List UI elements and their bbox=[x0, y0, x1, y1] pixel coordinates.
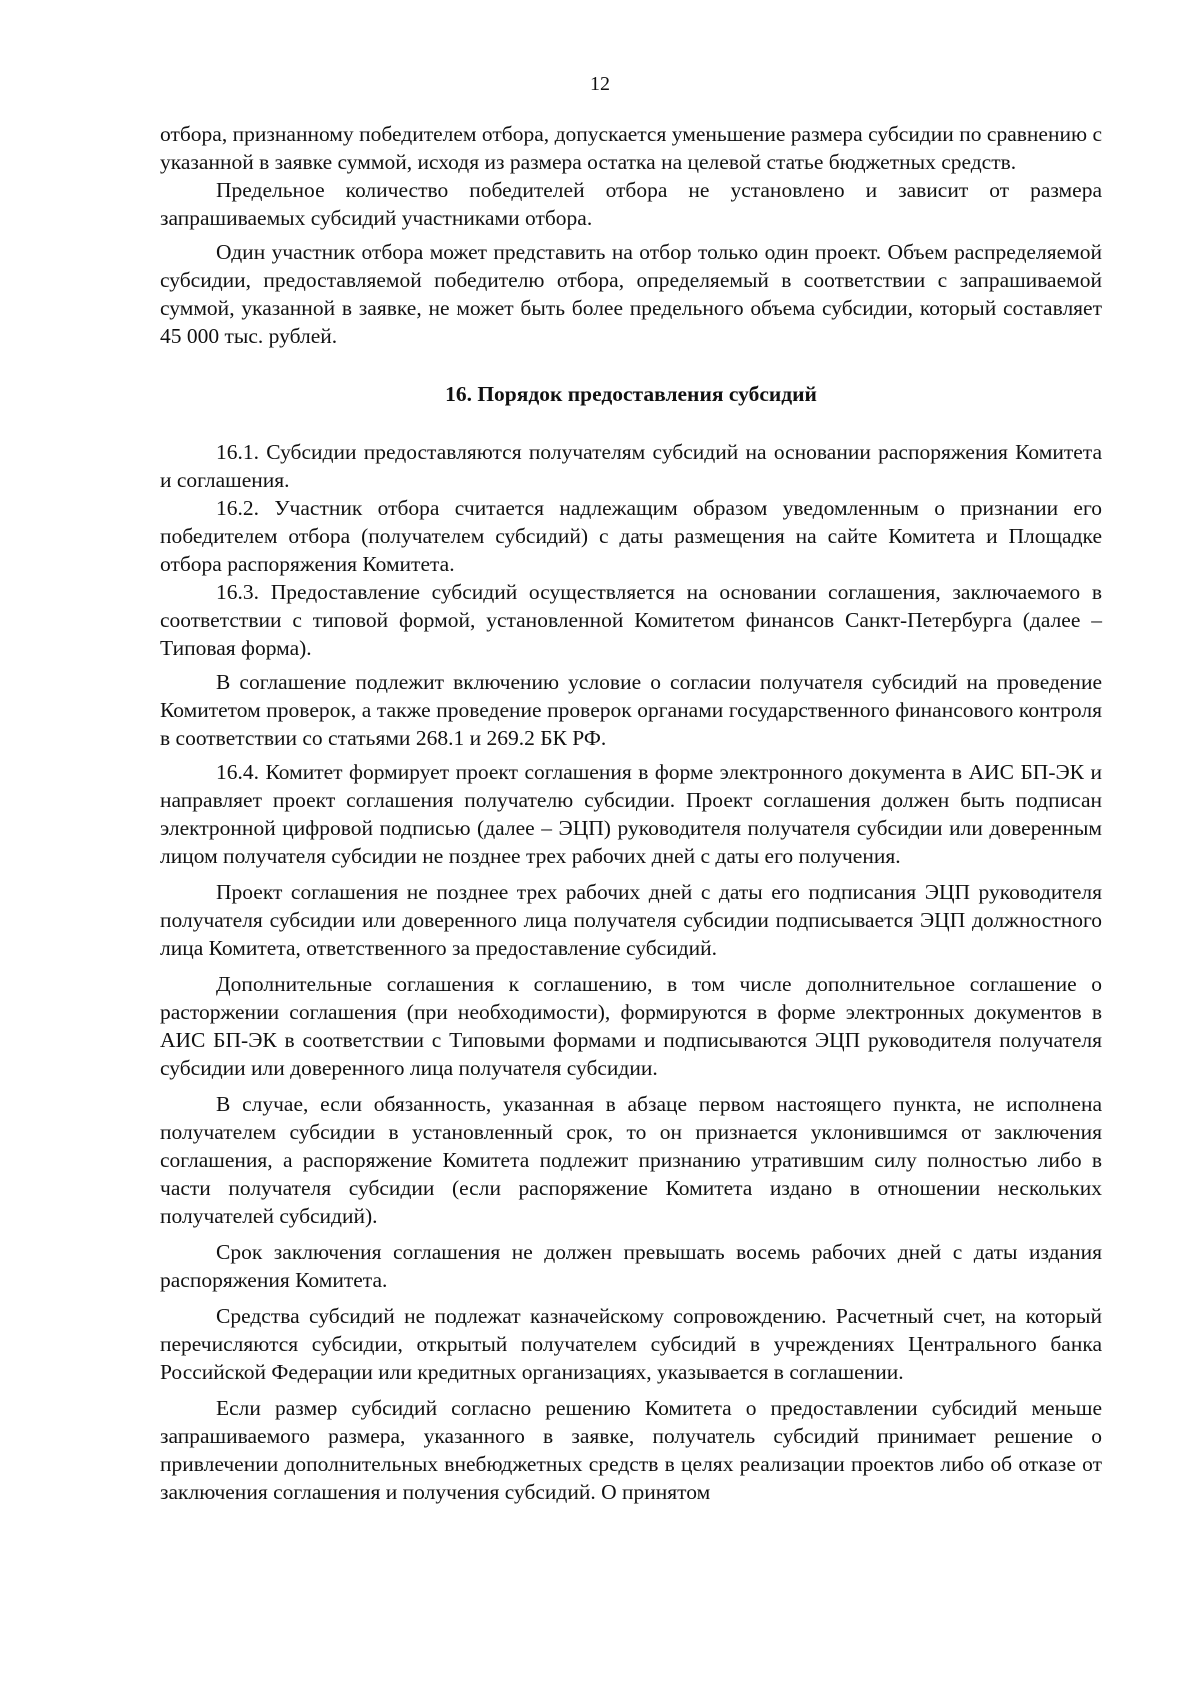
paragraph-draft-signing: Проект соглашения не позднее трех рабочих дней с даты его подписания ЭЦП руководителя получателя субсидии или доверенного лица получателя субсидии подписывается ЭЦП должностного лица Комитета, ответственного за предоставление субсидий. bbox=[160, 880, 1102, 960]
paragraph-settlement-account: Средства субсидий не подлежат казначейскому сопровождению. Расчетный счет, на который перечисляются субсидии, открытый получателем субсидий в учреждениях Центрального банка Российской Федерации или кредитных организациях, указывается в соглашении. bbox=[160, 1304, 1102, 1384]
paragraph-16-4: 16.4. Комитет формирует проект соглашения в форме электронного документа в АИС БП-ЭК и направляет проект соглашения получателю субсидии. Проект соглашения должен быть подписан электронной цифровой подписью (далее – ЭЦП) руководителя получателя субсидии или доверенным лицом получателя субсидии не позднее трех рабочих дней с даты его получения. bbox=[160, 760, 1102, 868]
document-body bbox=[160, 120, 1102, 1506]
paragraph-additional-agreements: Дополнительные соглашения к соглашению, в том числе дополнительное соглашение о расторжении соглашения (при необходимости), формируются в форме электронных документов в АИС БП-ЭК в соответствии с Типовыми формами и подписываются ЭЦП руководителя получателя субсидии или доверенного лица получателя субсидии. bbox=[160, 972, 1102, 1080]
paragraph-winners-limit: Предельное количество победителей отбора не установлено и зависит от размера запрашиваемых субсидий участниками отбора. bbox=[160, 178, 1102, 230]
paragraph-subsidy-limit: Один участник отбора может представить на отбор только один проект. Объем распределяемой субсидии, предоставляемой победителю отбора, определяемый в соответствии с запрашиваемой суммой, указанной в заявке, не может быть более предельного объема субсидии, который составляет 45 000 тыс. рублей. bbox=[160, 240, 1102, 348]
paragraph-16-2: 16.2. Участник отбора считается надлежащим образом уведомленным о признании его победителем отбора (получателем субсидий) с даты размещения на сайте Комитета и Площадке отбора распоряжения Комитета. bbox=[160, 496, 1102, 576]
section-heading: 16. Порядок предоставления субсидий bbox=[445, 382, 817, 406]
page-number: 12 bbox=[590, 73, 610, 95]
paragraph-16-1: 16.1. Субсидии предоставляются получателям субсидий на основании распоряжения Комитета и соглашения. bbox=[160, 440, 1102, 492]
paragraph-continuation: отбора, признанному победителем отбора, допускается уменьшение размера субсидии по сравнению с указанной в заявке суммой, исходя из размера остатка на целевой статье бюджетных средств. bbox=[160, 122, 1102, 174]
paragraph-evasion: В случае, если обязанность, указанная в абзаце первом настоящего пункта, не исполнена получателем субсидии в установленный срок, то он признается уклонившимся от заключения соглашения, а распоряжение Комитета подлежит признанию утратившим силу полностью либо в части получателя субсидии (если распоряжение Комитета издано в отношении нескольких получателей субсидий). bbox=[160, 1092, 1102, 1228]
paragraph-conclusion-term: Срок заключения соглашения не должен превышать восемь рабочих дней с даты издания распоряжения Комитета. bbox=[160, 1240, 1102, 1292]
paragraph-inspection-consent: В соглашение подлежит включению условие о согласии получателя субсидий на проведение Комитетом проверок, а также проведение проверок органами государственного финансового контроля в соответствии со статьями 268.1 и 269.2 БК РФ. bbox=[160, 670, 1102, 750]
paragraph-16-3: 16.3. Предоставление субсидий осуществляется на основании соглашения, заключаемого в соответствии с типовой формой, установленной Комитетом финансов Санкт-Петербурга (далее – Типовая форма). bbox=[160, 580, 1102, 660]
paragraph-reduced-subsidy: Если размер субсидий согласно решению Комитета о предоставлении субсидий меньше запрашиваемого размера, указанного в заявке, получатель субсидий принимает решение о привлечении дополнительных внебюджетных средств в целях реализации проектов либо об отказе от заключения соглашения и получения субсидий. О принятом bbox=[160, 1396, 1102, 1504]
